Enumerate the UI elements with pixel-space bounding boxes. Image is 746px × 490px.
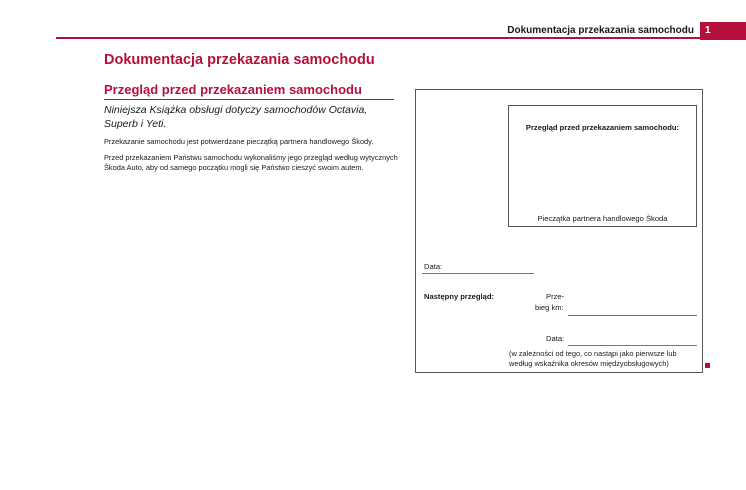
subsection-rule [104, 99, 394, 100]
subsection-heading: Przegląd przed przekazaniem samochodu [104, 82, 362, 97]
next-service-label: Następny przegląd: [424, 292, 495, 301]
stamp-box-caption: Pieczątka partnera handlowego Škoda [537, 214, 668, 223]
section-end-marker [705, 363, 710, 368]
mileage-label-line-1: Prze- [546, 292, 565, 301]
page-number: 1 [705, 25, 711, 36]
running-header-title: Dokumentacja przekazania samochodu [507, 25, 694, 36]
section-heading: Dokumentacja przekazania samochodu [104, 52, 375, 68]
next-date-line[interactable] [568, 345, 697, 346]
next-date-label: Data: [546, 334, 565, 343]
paragraph-2: Przed przekazaniem Państwu samochodu wykonaliśmy jego przegląd według wytycznych Škoda Auto, aby od samego początku mogli się Państwo cieszyć swoim autem. [104, 153, 398, 172]
service-note: (w zależności od tego, co nastąpi jako pierwsze lub według wskaźnika okresów międzyobsługowych) [509, 349, 677, 368]
paragraph-1: Przekazanie samochodu jest potwierdzane pieczątką partnera handlowego Škody. [104, 137, 374, 146]
stamp-box-title: Przegląd przed przekazaniem samochodu: [525, 123, 680, 132]
intro-text: Niniejsza Książka obsługi dotyczy samochodów Octavia, Superb i Yeti. [104, 104, 368, 130]
date-label: Data: [424, 262, 443, 271]
header-rule [56, 37, 700, 39]
date-line[interactable] [422, 273, 534, 274]
mileage-line[interactable] [568, 315, 697, 316]
mileage-label-line-2: bieg km: [535, 303, 564, 312]
